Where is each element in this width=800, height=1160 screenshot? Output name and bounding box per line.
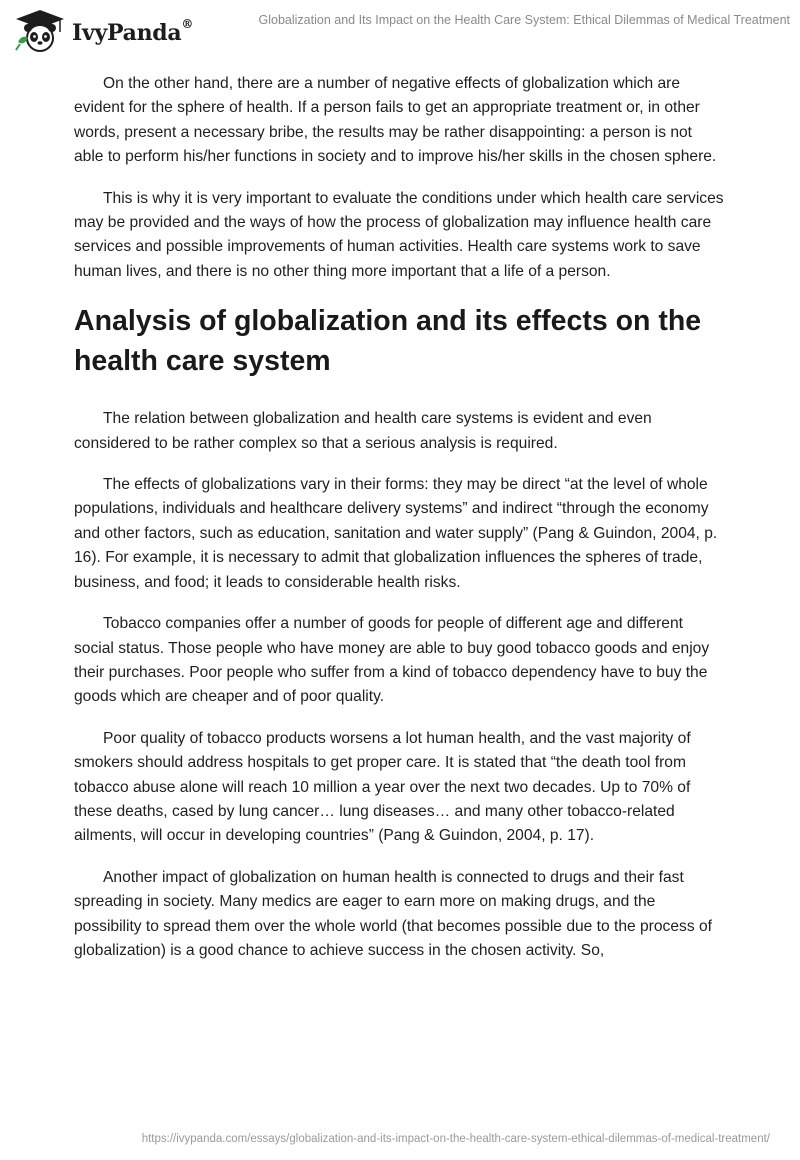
section-heading: Analysis of globalization and its effects on the health care system — [74, 305, 702, 378]
page-header — [0, 0, 800, 60]
paragraph: The effects of globalizations vary in their forms: they may be direct “at the level of whole populations, individuals and healthcare delivery systems” and indirect “through the economy and other factors, such as education, sanitation and water supply” (Pang & Guindon, 2004, p. 16). For example, it is necessary to admit that globalization influences the spheres of trade, business, and food; it leads to considerable health risks. — [74, 476, 718, 591]
paragraph: Another impact of globalization on human health is connected to drugs and their fast spreading in society. Many medics are eager to earn more on making drugs, and the possibility to spread them over the whole world (that becomes possible due to the process of globalization) is a good chance to achieve success in the chosen activity. So, — [74, 868, 712, 959]
source-url[interactable]: https://ivypanda.com/essays/globalization-and-its-impact-on-the-health-care-system-ethical-dilemmas-of-medical-treatment/ — [141, 1133, 770, 1145]
logo-wordmark: IvyPanda® — [72, 17, 194, 46]
paragraph: Poor quality of tobacco products worsens a lot human health, and the vast majority of smokers should address hospitals to get proper care. It is stated that “the death tool from tobacco abuse alone will reach 10 million a year over the next two decades. Up to 70% of these deaths, cased by lung cancer… lung diseases… and many other tobacco-related ailments, will occur in developing countries” (Pang & Guindon, 2004, p. 17). — [74, 729, 691, 845]
essay-body — [74, 72, 724, 980]
ivypanda-logo[interactable] — [14, 8, 194, 54]
document-title: Globalization and Its Impact on the Health Care System: Ethical Dilemmas of Medical Treatment — [258, 13, 790, 27]
panda-graduate-icon — [14, 8, 66, 54]
paragraph: This is why it is very important to evaluate the conditions under which health care services may be provided and the ways of how the process of globalization may influence health care services and possible improvements of human activities. Health care systems work to save human lives, and there is no other thing more important that a life of a person. — [74, 189, 724, 280]
paragraph: The relation between globalization and health care systems is evident and even considered to be rather complex so that a serious analysis is required. — [74, 410, 652, 452]
paragraph: Tobacco companies offer a number of goods for people of different age and different social status. Those people who have money are able to buy good tobacco goods and enjoy their purchases. Poor people who suffer from a kind of tobacco dependency have to buy the goods which are cheaper and of poor quality. — [74, 615, 710, 706]
paragraph: On the other hand, there are a number of negative effects of globalization which are evident for the sphere of health. If a person fails to get an appropriate treatment or, in other words, present a necessary bribe, the results may be rather disappointing: a person is not able to perform his/her functions in society and to improve his/her skills in the chosen sphere. — [74, 75, 717, 166]
